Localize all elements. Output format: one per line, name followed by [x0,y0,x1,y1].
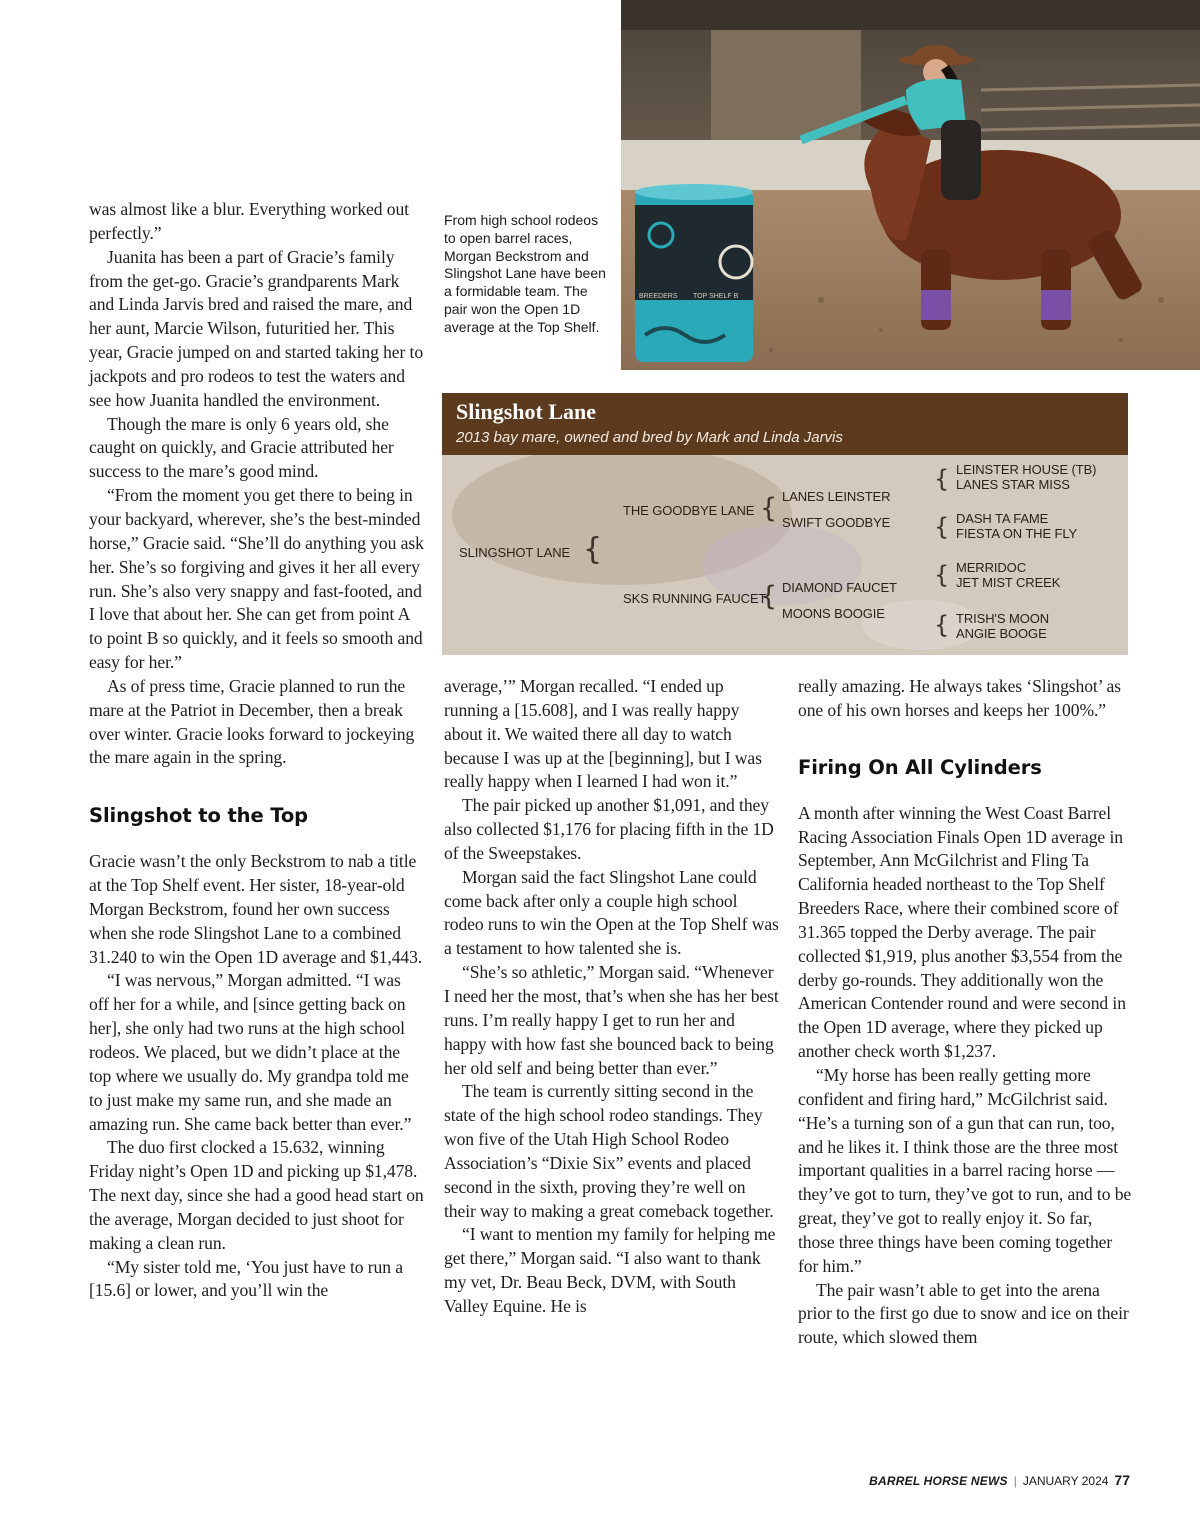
section-heading: Firing On All Cylinders [798,755,1042,779]
pedigree-header [442,393,1128,455]
paragraph: Though the mare is only 6 years old, she caught on quickly, and Gracie attributed her success to the mare’s good mind. [89,413,394,482]
photo-illustration [621,0,1200,370]
article-column-3 [798,675,1133,1350]
paragraph: “She’s so athletic,” Morgan said. “Whenever I need her the most, that’s when she has her best runs. I’m really happy I get to run her and happy with how fast she bounced back to being her old self and being better than ever.” [444,962,779,1078]
pedigree-bracket: { [760,493,778,524]
pedigree-g3-1: LEINSTER HOUSE (TB) [956,462,1097,477]
magazine-name: BARREL HORSE NEWS [869,1474,1008,1488]
pedigree-dam-sire: DIAMOND FAUCET [782,580,897,595]
pedigree-g3-7: TRISH'S MOON [956,611,1050,626]
issue-date: JANUARY 2024 [1022,1474,1109,1488]
paragraph: Gracie wasn’t the only Beckstrom to nab a title at the Top Shelf event. Her sister, 18-year-old Morgan Beckstrom, found her own success when she rode Slingshot Lane to a combined 31.240 to win the Open 1D average and $1,443. [89,851,423,967]
pedigree-subtitle: 2013 bay mare, owned and bred by Mark and Linda Jarvis [456,429,843,446]
pedigree-sire-dam: SWIFT GOODBYE [782,515,891,530]
pedigree-horse: SLINGSHOT LANE [459,545,571,560]
pedigree-bracket: { [583,532,603,567]
article-column-2 [444,675,779,1319]
page-number: 77 [1114,1472,1130,1488]
barrel-racing-photo [621,0,1200,370]
paragraph: “I was nervous,” Morgan admitted. “I was off her for a while, and [since getting back on her], she only had two runs at the high school rodeos. We placed, but we didn’t place at the top where we usually do. My grandpa told me to just make my same run, and she made an amazing run. She came back better than ever.” [89,970,412,1134]
paragraph: As of press time, Gracie planned to run the mare at the Patriot in December, then a break over winter. Gracie looks forward to jockeying the mare again in the spring. [89,675,415,768]
pedigree-dam: SKS RUNNING FAUCET [623,591,767,606]
barrel-text-left: BREEDERS [639,293,678,300]
pedigree-g3-6: JET MIST CREEK [956,575,1061,590]
pedigree-g3-3: DASH TA FAME [956,511,1049,526]
paragraph: A month after winning the West Coast Barrel Racing Association Finals Open 1D average in September, Ann McGilchrist and Fling Ta California headed northeast to the Top Shelf Breeders Race, where their combined score of 31.365 topped the Derby average. The pair collected $1,919, plus another $3,554 from the derby go-rounds. They additionally won the American Contender round and were second in the Open 1D average, where they picked up another check worth $1,237. [798,802,1126,1062]
paragraph: The team is currently sitting second in the state of the high school rodeo standings. They won five of the Utah High School Rodeo Association’s “Dixie Six” events and placed second in the sixth, proving they’re well on their way to making a great comeback together. [444,1081,774,1221]
pedigree-bracket: { [934,611,950,639]
pedigree-chart [442,393,1128,655]
barrel-text-right: TOP SHELF B [693,293,739,300]
paragraph: The duo first clocked a 15.632, winning Friday night’s Open 1D and picking up $1,478. The next day, since she had a good head start on the average, Morgan decided to just shoot for making a clean run. [89,1137,424,1253]
pedigree-body [442,455,1128,655]
pedigree-g3-5: MERRIDOC [956,560,1026,575]
pedigree-title: Slingshot Lane [456,399,596,424]
pedigree-g3-4: FIESTA ON THE FLY [956,526,1078,541]
section-heading: Slingshot to the Top [89,804,309,828]
pedigree-sire-sire: LANES LEINSTER [782,489,891,504]
pedigree-dam-dam: MOONS BOOGIE [782,606,885,621]
pedigree-bracket: { [934,465,950,493]
pedigree-bracket: { [934,561,950,589]
paragraph: “I want to mention my family for helping me get there,” Morgan said. “I also want to thank my vet, Dr. Beau Beck, DVM, with South Valley Equine. He is [444,1224,776,1316]
paragraph: Juanita has been a part of Gracie’s family from the get-go. Gracie’s grandparents Mark and Linda Jarvis bred and raised the mare, and her aunt, Marcie Wilson, futuritied her. This year, Gracie jumped on and started taking her to jackpots and pro rodeos to test the waters and see how Juanita handled the environment. [89,246,424,410]
paragraph: average,’” Morgan recalled. “I ended up running a [15.608], and I was really happy about it. We waited there all day to watch because I was up at the [beginning], but I was really happy when I learned I had won it.” [444,676,762,792]
article-column-1 [89,198,424,1303]
paragraph: really amazing. He always takes ‘Slingshot’ as one of his own horses and keeps her 100%.” [798,676,1121,720]
paragraph: Morgan said the fact Slingshot Lane could come back after only a couple high school rodeo runs to win the Open at the Top Shelf was a testament to how talented she is. [444,866,779,959]
paragraph: “My sister told me, ‘You just have to run a [15.6] or lower, and you’ll win the [89,1256,403,1301]
photo-caption: From high school rodeos to open barrel races, Morgan Beckstrom and Slingshot Lane have been a formidable team. The pair won the Open 1D average at the Top Shelf. [444,212,606,335]
pedigree-g3-8: ANGIE BOOGE [956,626,1047,641]
paragraph: was almost like a blur. Everything worked out perfectly.” [89,199,409,243]
pedigree-sire: THE GOODBYE LANE [623,503,755,518]
pedigree-bracket: { [760,581,778,612]
page-footer [869,1472,1130,1488]
pedigree-g3-2: LANES STAR MISS [956,477,1070,492]
paragraph: The pair picked up another $1,091, and they also collected $1,176 for placing fifth in the 1D of the Sweepstakes. [444,795,774,863]
paragraph: The pair wasn’t able to get into the arena prior to the first go due to snow and ice on their route, which slowed them [798,1279,1129,1348]
pedigree-bracket: { [934,513,950,541]
paragraph: “My horse has been really getting more confident and firing hard,” McGilchrist said. “He’s a turning son of a gun that can run, too, and he likes it. I think those are the three most important qualities in a barrel racing horse — they’ve got to turn, they’ve got to run, and to be great, they’ve got to really enjoy it. So far, those three things have been coming together for him.” [798,1064,1132,1276]
footer-separator: | [1013,1474,1017,1488]
paragraph: “From the moment you get there to being in your backyard, wherever, she’s the best-minded horse,” Gracie said. “She’ll do anything you ask her. She’s so forgiving and gives it her all every run. She’s also very snappy and fast-footed, and I love that about her. She can get from point A to point B so quickly, and it feels so smooth and easy for her.” [89,485,424,673]
barrel [635,184,753,362]
